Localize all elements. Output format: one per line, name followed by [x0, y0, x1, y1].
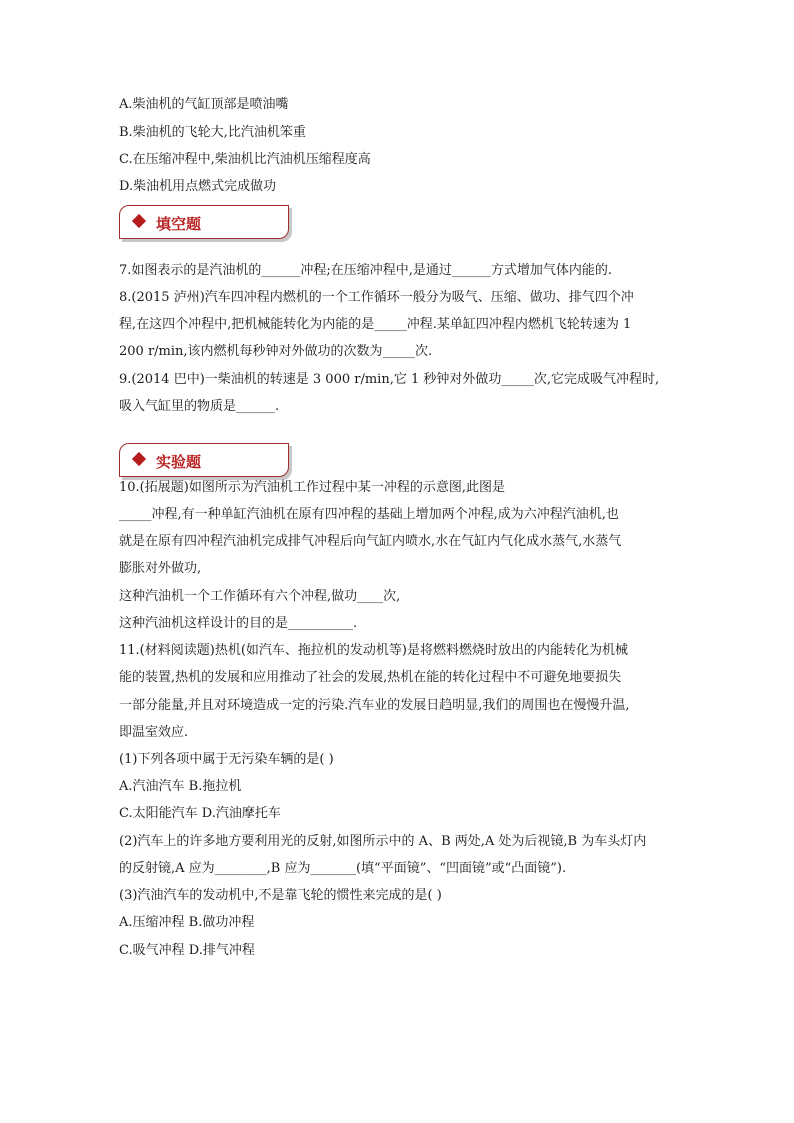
question-line: 吸入气缸里的物质是______. — [119, 399, 280, 414]
option-b: B.柴油机的飞轮大,比汽油机笨重 — [119, 125, 306, 140]
question-line: 的反射镜,A 应为________,B 应为_______(填“平面镜”、“凹面镜”或“凸面镜”). — [119, 861, 567, 876]
question-line: 这种汽油机这样设计的目的是__________. — [119, 616, 358, 631]
question-line: 膨胀对外做功, — [119, 561, 202, 576]
question-line: 就是在原有四冲程汽油机完成排气冲程后向气缸内喷水,水在气缸内气化成水蒸气,水蒸气 — [119, 534, 622, 549]
option-a: A.柴油机的气缸顶部是喷油嘴 — [119, 97, 289, 112]
option-line: C.太阳能汽车 D.汽油摩托车 — [119, 806, 281, 821]
question-line: 这种汽油机一个工作循环有六个冲程,做功____次, — [119, 589, 401, 604]
option-c: C.在压缩冲程中,柴油机比汽油机压缩程度高 — [119, 152, 371, 167]
question-line: (3)汽油汽车的发动机中,不是靠飞轮的惯性来完成的是( ) — [119, 888, 442, 903]
question-line: 一部分能量,并且对环境造成一定的污染.汽车业的发展日趋明显,我们的周围也在慢慢升温, — [119, 698, 630, 713]
question-line: (1)下列各项中属于无污染车辆的是( ) — [119, 752, 334, 767]
question-line: 11.(材料阅读题)热机(如汽车、拖拉机的发动机等)是将燃料燃烧时放出的内能转化为机械 — [119, 643, 628, 658]
question-line: 200 r/min,该内燃机每秒钟对外做功的次数为_____次. — [119, 344, 433, 359]
option-line: C.吸气冲程 D.排气冲程 — [119, 943, 255, 958]
section-header-experiment — [119, 443, 289, 477]
section-title: 实验题 — [156, 453, 202, 471]
section-title: 填空题 — [156, 215, 202, 233]
question-line: 10.(拓展题)如图所示为汽油机工作过程中某一冲程的示意图,此图是 — [119, 480, 505, 495]
question-line: _____冲程,有一种单缸汽油机在原有四冲程的基础上增加两个冲程,成为六冲程汽油机,也 — [119, 507, 619, 522]
section-header-fill-in — [119, 205, 289, 239]
diamond-icon — [132, 214, 146, 228]
question-line: 7.如图表示的是汽油机的______冲程;在压缩冲程中,是通过______方式增加气体内能的. — [119, 263, 613, 278]
diamond-icon — [132, 452, 146, 466]
question-line: (2)汽车上的许多地方要利用光的反射,如图所示中的 A、B 两处,A 处为后视镜,B 为车头灯内 — [119, 834, 647, 849]
question-line: 能的装置,热机的发展和应用推动了社会的发展,热机在能的转化过程中不可避免地要损失 — [119, 670, 622, 685]
question-line: 8.(2015 泸州)汽车四冲程内燃机的一个工作循环一般分为吸气、压缩、做功、排气四个冲 — [119, 290, 634, 305]
option-line: A.压缩冲程 B.做功冲程 — [119, 915, 255, 930]
option-d: D.柴油机用点燃式完成做功 — [119, 179, 277, 194]
option-line: A.汽油汽车 B.拖拉机 — [119, 779, 242, 794]
question-line: 即温室效应. — [119, 725, 189, 740]
question-line: 9.(2014 巴中)一柴油机的转速是 3 000 r/min,它 1 秒钟对外做功_____次,它完成吸气冲程时, — [119, 372, 660, 387]
question-line: 程,在这四个冲程中,把机械能转化为内能的是_____冲程.某单缸四冲程内燃机飞轮转速为 1 — [119, 317, 632, 332]
